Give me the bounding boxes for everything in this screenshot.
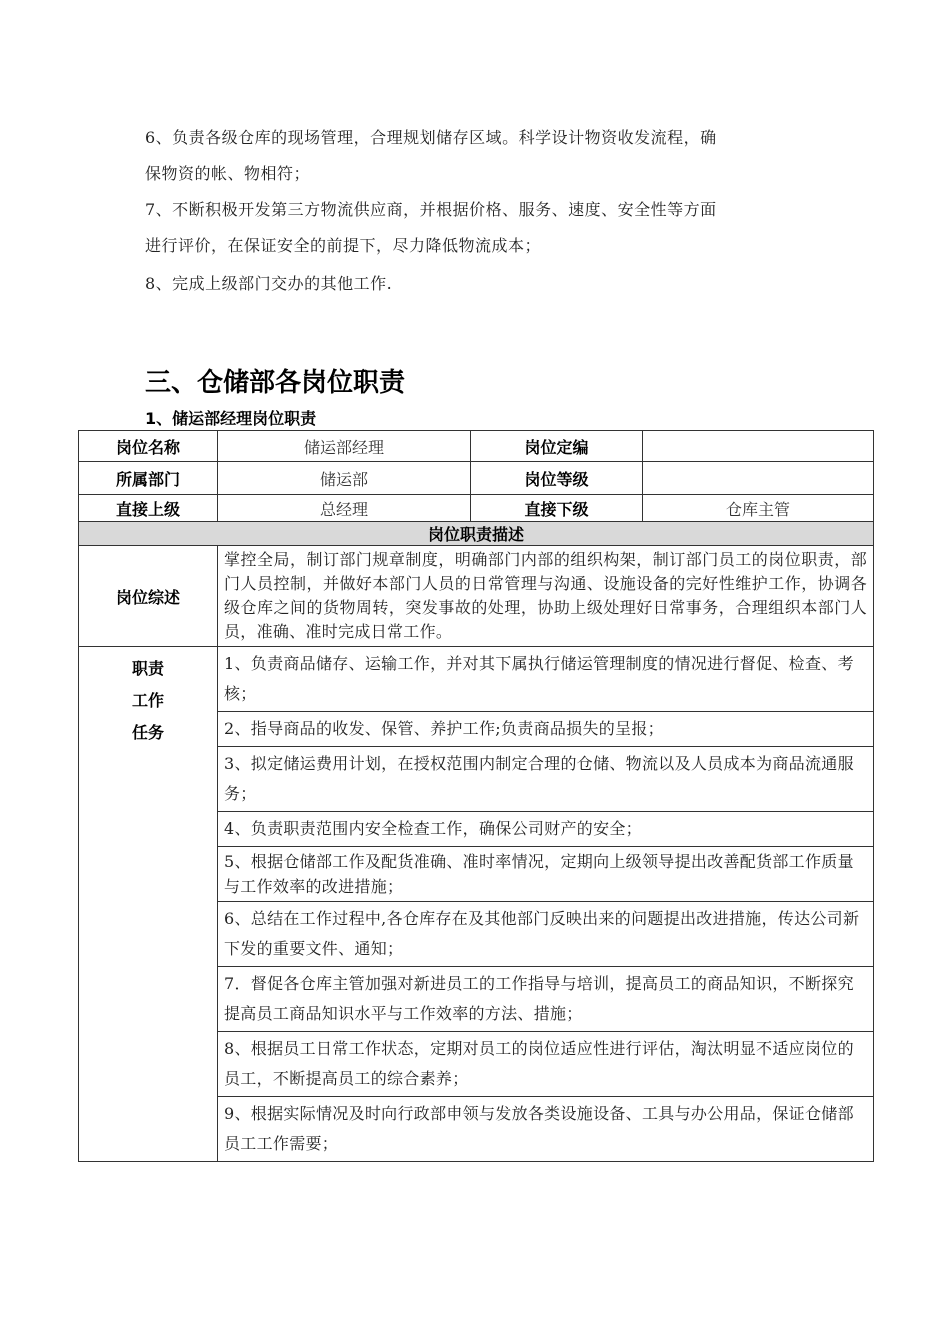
table-row bbox=[79, 495, 874, 522]
cell-label: 岗位等级 bbox=[471, 462, 643, 495]
section-title: 三、仓储部各岗位职责 bbox=[145, 368, 406, 398]
duty-item: 8、根据员工日常工作状态，定期对员工的岗位适应性进行评估，淘汰明显不适应岗位的员工，不断提高员工的综合素养； bbox=[218, 1032, 874, 1097]
subsection-title: 1、储运部经理岗位职责 bbox=[145, 409, 317, 428]
duty-item: 7．督促各仓库主管加强对新进员工的工作指导与培训，提高员工的商品知识，不断探究提高员工商品知识水平与工作效率的方法、措施； bbox=[218, 967, 874, 1032]
duty-item: 5、根据仓储部工作及配货准确、准时率情况，定期向上级领导提出改善配货部工作质量与工作效率的改进措施； bbox=[218, 847, 874, 902]
cell-value: 仓库主管 bbox=[643, 495, 874, 522]
cell-label: 岗位定编 bbox=[471, 431, 643, 462]
duty-item: 9、根据实际情况及时向行政部申领与发放各类设施设备、工具与办公用品，保证仓储部员工工作需要； bbox=[218, 1097, 874, 1162]
table-row bbox=[79, 462, 874, 495]
cell-label: 所属部门 bbox=[79, 462, 218, 495]
duty-item: 3、拟定储运费用计划，在授权范围内制定合理的仓储、物流以及人员成本为商品流通服务； bbox=[218, 747, 874, 812]
intro-paragraph-8 bbox=[145, 266, 825, 302]
table-row bbox=[79, 647, 874, 712]
duty-item: 1、负责商品储存、运输工作，并对其下属执行储运管理制度的情况进行督促、检查、考核； bbox=[218, 647, 874, 712]
job-description-table bbox=[78, 430, 874, 1162]
text-line: 保物资的帐、物相符； bbox=[145, 164, 311, 183]
summary-text: 掌控全局，制订部门规章制度，明确部门内部的组织构架，制订部门员工的岗位职责，部门人员控制，并做好本部门人员的日常管理与沟通、设施设备的完好性维护工作，协调各级仓库之间的货物周转，突发事故的处理，协助上级处理好日常事务，合理组织本部门人员，准确、准时完成日常工作。 bbox=[218, 546, 874, 647]
cell-value bbox=[643, 431, 874, 462]
table-row bbox=[79, 522, 874, 546]
duty-label bbox=[79, 647, 218, 1162]
cell-value: 储运部 bbox=[218, 462, 471, 495]
text-line: 7、不断积极开发第三方物流供应商，并根据价格、服务、速度、安全性等方面 bbox=[145, 200, 717, 219]
cell-value: 储运部经理 bbox=[218, 431, 471, 462]
summary-label: 岗位综述 bbox=[79, 546, 218, 647]
duty-item: 2、指导商品的收发、保管、养护工作;负责商品损失的呈报； bbox=[218, 712, 874, 747]
duty-item: 6、总结在工作过程中,各仓库存在及其他部门反映出来的问题提出改进措施，传达公司新下发的重要文件、通知； bbox=[218, 902, 874, 967]
text-line: 6、负责各级仓库的现场管理，合理规划储存区域。科学设计物资收发流程，确 bbox=[145, 128, 717, 147]
text-line: 进行评价，在保证安全的前提下，尽力降低物流成本； bbox=[145, 236, 542, 255]
table-row bbox=[79, 431, 874, 462]
duty-item: 4、负责职责范围内安全检查工作，确保公司财产的安全； bbox=[218, 812, 874, 847]
intro-paragraph-6 bbox=[145, 120, 825, 192]
intro-paragraph-7 bbox=[145, 192, 825, 264]
duty-label-line: 任务 bbox=[131, 723, 164, 742]
cell-value bbox=[643, 462, 874, 495]
section-band: 岗位职责描述 bbox=[79, 522, 874, 546]
cell-label: 直接下级 bbox=[471, 495, 643, 522]
table-row bbox=[79, 546, 874, 647]
duty-label-line: 工作 bbox=[131, 691, 164, 710]
duty-label-line: 职责 bbox=[131, 659, 164, 678]
cell-value: 总经理 bbox=[218, 495, 471, 522]
cell-label: 直接上级 bbox=[79, 495, 218, 522]
cell-label: 岗位名称 bbox=[79, 431, 218, 462]
text-line: 8、完成上级部门交办的其他工作. bbox=[145, 274, 393, 293]
